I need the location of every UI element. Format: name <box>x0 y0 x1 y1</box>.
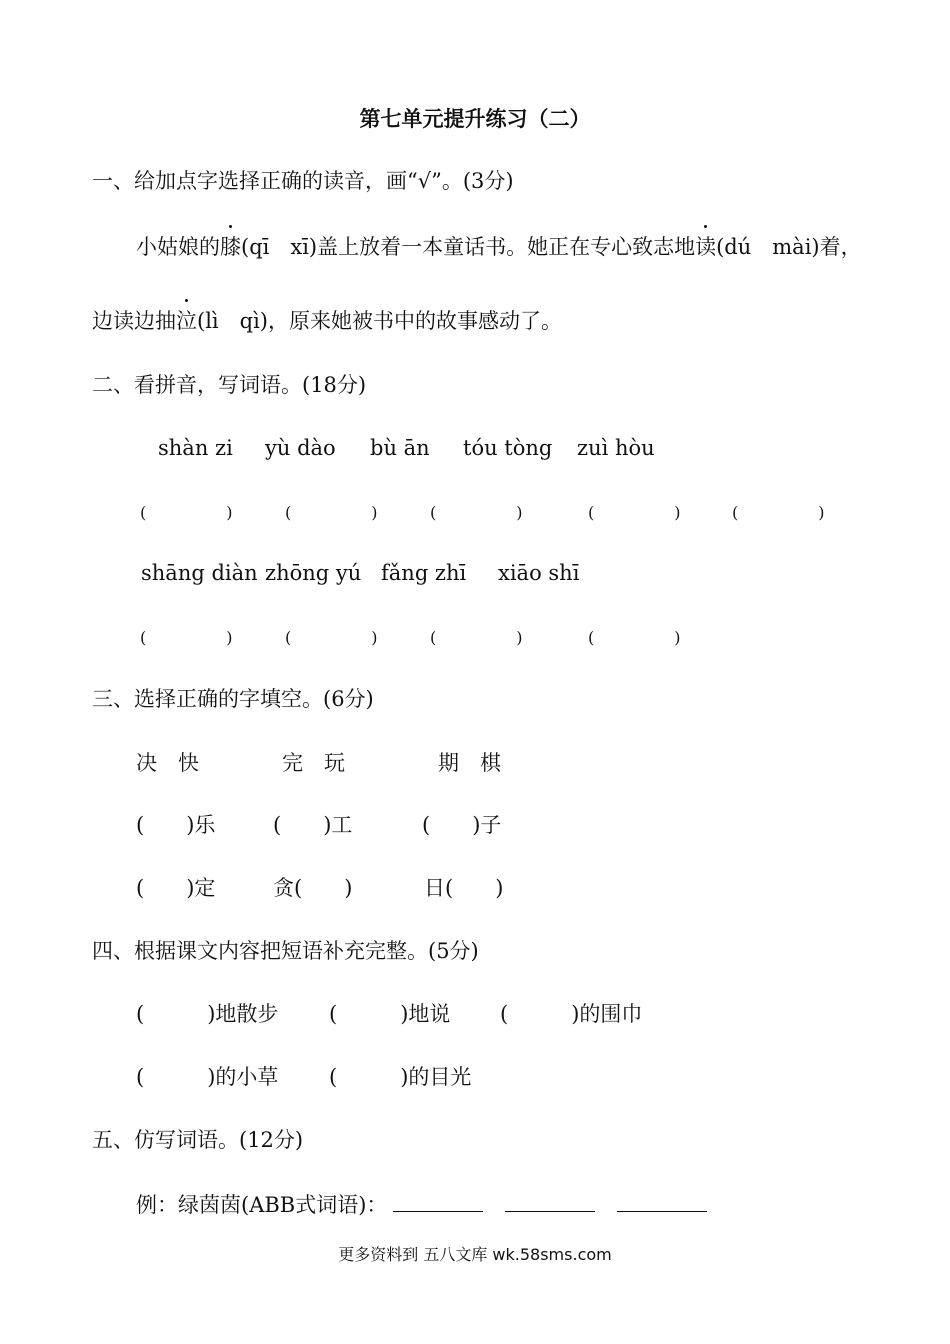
section-4-heading: 四、根据课文内容把短语补充完整。(5分) <box>92 939 479 963</box>
phrase-item[interactable]: ( )的目光 <box>329 1065 472 1089</box>
pinyin: zuì hòu <box>577 436 655 460</box>
answer-blank[interactable]: ( ) <box>285 503 378 522</box>
answer-row-2 <box>0 625 950 651</box>
text-segment: (qī xī)盖上放着一本童话书。她正在专心致志地 <box>241 235 696 259</box>
emphasis-dot <box>185 299 188 302</box>
footer-note: 更多资料到 五八文库 wk.58sms.com <box>338 1245 612 1264</box>
dotted-character-text: 泣 <box>176 309 197 333</box>
fill-item[interactable]: ( )定 <box>136 876 216 900</box>
pinyin: xiāo shī <box>498 561 580 585</box>
pinyin: fǎng zhī <box>381 561 467 585</box>
answer-blank[interactable]: ( ) <box>588 628 681 647</box>
choice-group: 决 快 <box>136 751 199 775</box>
emphasis-dot <box>229 225 232 228</box>
phrase-item[interactable]: ( )地说 <box>329 1002 451 1026</box>
dotted-character <box>176 308 197 334</box>
phrase-item[interactable]: ( )地散步 <box>136 1002 279 1026</box>
example-line <box>136 1192 707 1218</box>
answer-blank[interactable]: ( ) <box>732 503 825 522</box>
fill-row-2 <box>0 875 950 901</box>
phrase-item[interactable]: ( )的围巾 <box>500 1002 643 1026</box>
fill-item[interactable]: ( )子 <box>422 813 502 837</box>
choice-group: 完 玩 <box>282 751 345 775</box>
emphasis-dot <box>704 225 707 228</box>
answer-blank[interactable]: ( ) <box>588 503 681 522</box>
fill-row-1 <box>0 812 950 838</box>
section-5-heading: 五、仿写词语。(12分) <box>92 1128 304 1152</box>
dotted-character <box>695 234 716 260</box>
section-2-heading: 二、看拼音，写词语。(18分) <box>92 373 367 397</box>
answer-blank[interactable]: ( ) <box>140 628 233 647</box>
answer-blank[interactable]: ( ) <box>140 503 233 522</box>
write-blank[interactable] <box>393 1193 483 1212</box>
pinyin: bù ān <box>370 436 430 460</box>
example-text: 例：绿茵茵(ABB式词语)： <box>136 1193 388 1217</box>
dotted-character <box>220 234 241 260</box>
text-segment: 边读边抽 <box>92 309 176 333</box>
answer-row-1 <box>0 500 950 526</box>
pinyin: zhōng yú <box>265 561 362 585</box>
phrase-row-2 <box>0 1064 950 1090</box>
pinyin-row-2 <box>0 560 950 586</box>
section-3-heading: 三、选择正确的字填空。(6分) <box>92 687 374 711</box>
phrase-item[interactable]: ( )的小草 <box>136 1065 279 1089</box>
page-title: 第七单元提升练习（二） <box>359 106 591 131</box>
pinyin: shāng diàn <box>141 561 258 585</box>
section-1-heading: 一、给加点字选择正确的读音，画“√”。(3分) <box>92 169 514 193</box>
answer-blank[interactable]: ( ) <box>285 628 378 647</box>
fill-item[interactable]: 日( ) <box>424 876 504 900</box>
text-segment: 小姑娘的 <box>136 235 220 259</box>
text-segment: (dú mài)着， <box>716 235 862 259</box>
fill-item[interactable]: ( )工 <box>273 813 353 837</box>
character-choices <box>0 750 950 776</box>
section-1-sentence-2 <box>92 308 562 334</box>
pinyin-row-1 <box>0 435 950 461</box>
fill-item[interactable]: 贪( ) <box>273 876 353 900</box>
section-1-sentence-1 <box>136 234 862 260</box>
dotted-character-text: 读 <box>695 235 717 259</box>
phrase-row-1 <box>0 1001 950 1027</box>
pinyin: tóu tòng <box>463 436 553 460</box>
answer-blank[interactable]: ( ) <box>430 503 523 522</box>
text-segment: (lì qì)，原来她被书中的故事感动了。 <box>197 309 562 333</box>
answer-blank[interactable]: ( ) <box>430 628 523 647</box>
dotted-character-text: 膝 <box>220 235 241 259</box>
fill-item[interactable]: ( )乐 <box>136 813 216 837</box>
write-blank[interactable] <box>617 1193 707 1212</box>
pinyin: shàn zi <box>158 436 233 460</box>
choice-group: 期 棋 <box>438 751 501 775</box>
write-blank[interactable] <box>505 1193 595 1212</box>
pinyin: yù dào <box>265 436 336 460</box>
